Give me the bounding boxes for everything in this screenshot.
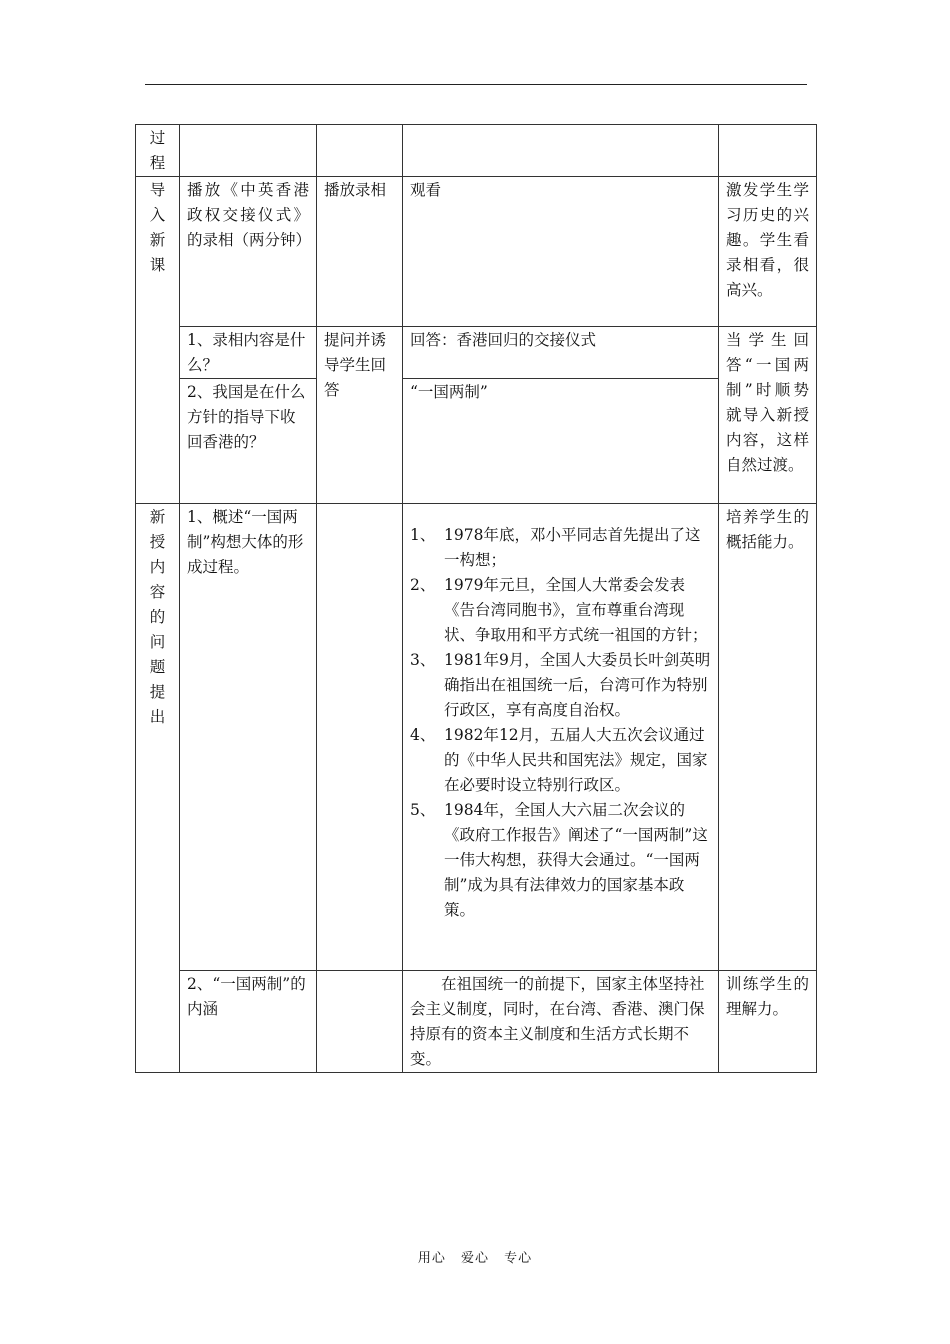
table-row-question-2: [136, 379, 817, 504]
purpose-cell: 培养学生的概括能力。: [719, 504, 817, 971]
footer-motto: 爱心: [460, 1251, 489, 1266]
list-item: 1984年，全国人大六届二次会议的《政府工作报告》阐述了“一国两制”这一伟大构想，获得大会通过。“一国两制”成为具有法律效力的国家基本政策。: [444, 801, 708, 919]
event-list: [410, 523, 711, 923]
purpose-cell: 当学生回答“一国两制”时顺势就导入新授内容，这样自然过渡。: [719, 327, 817, 504]
list-item: 1979年元旦，全国人大常委会发表《告台湾同胞书》，宣布尊重台湾现状、争取用和平方式统一祖国的方针；: [444, 576, 708, 644]
stage-cell: [136, 125, 180, 177]
student-cell: “一国两制”: [403, 379, 719, 504]
stage-label: 导入新课: [149, 181, 166, 274]
purpose-cell: 训练学生的理解力。: [719, 971, 817, 1073]
stage-cell: [136, 504, 180, 1073]
student-cell: 观看: [403, 177, 719, 327]
content-cell: 1、录相内容是什么？: [180, 327, 317, 379]
student-cell: 回答：香港回归的交接仪式: [403, 327, 719, 379]
content-cell: [180, 125, 317, 177]
list-item: 1978年底，邓小平同志首先提出了这一构想；: [444, 526, 701, 569]
table-row-new-2: [136, 971, 817, 1073]
stage-cell: [136, 177, 180, 504]
student-cell: [403, 125, 719, 177]
teacher-cell: [317, 971, 403, 1073]
page-footer: [0, 1246, 950, 1271]
purpose-cell: [719, 125, 817, 177]
list-item: 1981年9月，全国人大委员长叶剑英明确指出在祖国统一后，台湾可作为特别行政区，享有高度自治权。: [444, 651, 711, 719]
teacher-cell: [317, 125, 403, 177]
content-cell: 1、概述“一国两制”构想大体的形成过程。: [180, 504, 317, 971]
table-row-question-1: [136, 327, 817, 379]
table-row-process: [136, 125, 817, 177]
student-cell: 在祖国统一的前提下，国家主体坚持社会主义制度，同时，在台湾、香港、澳门保持原有的资本主义制度和生活方式长期不变。: [403, 971, 719, 1073]
table-row-new-1: [136, 504, 817, 971]
footer-motto: 专心: [504, 1251, 533, 1266]
content-cell: 2、“一国两制”的内涵: [180, 971, 317, 1073]
table-row-intro: [136, 177, 817, 327]
content-cell: 播放《中英香港政权交接仪式》的录相（两分钟）: [180, 177, 317, 327]
teacher-cell: 提问并诱导学生回答: [317, 327, 403, 504]
teacher-cell: [317, 504, 403, 971]
lesson-plan-table: [135, 124, 817, 1073]
stage-label: 过程: [149, 129, 166, 172]
header-rule: [145, 84, 807, 85]
purpose-cell: 激发学生学习历史的兴趣。学生看录相看，很高兴。: [719, 177, 817, 327]
student-cell: [403, 504, 719, 971]
content-cell: 2、我国是在什么方针的指导下收回香港的？: [180, 379, 317, 504]
list-item: 1982年12月，五届人大五次会议通过的《中华人民共和国宪法》规定，国家在必要时设立特别行政区。: [444, 726, 708, 794]
stage-label: 新授内容的问题提出: [149, 508, 166, 726]
footer-motto: 用心: [417, 1251, 446, 1266]
teacher-cell: 播放录相: [317, 177, 403, 327]
